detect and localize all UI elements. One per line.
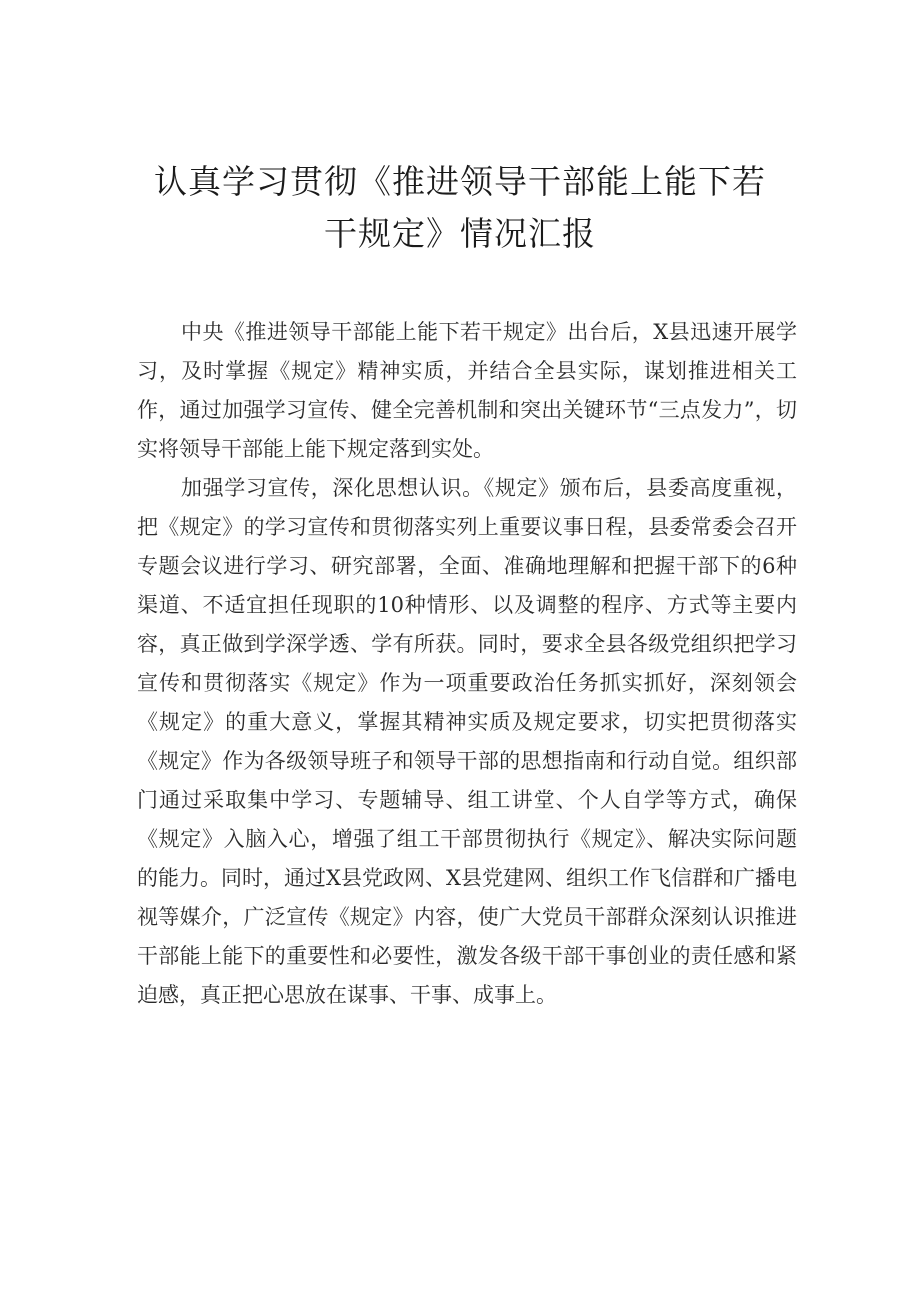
document-title-line-1: 认真学习贯彻《推进领导干部能上能下若	[154, 162, 766, 201]
paragraph-study-publicity: 加强学习宣传，深化思想认识。《规定》颁布后，县委高度重视，把《规定》的学习宣传和贯彻落实列上重要议事日程，县委常委会召开专题会议进行学习、研究部署，全面、准确地理解和把握干部下的6种渠道、不适宜担任现职的10种情形、以及调整的程序、方式等主要内容，真正做到学深学透、学有所获。同时，要求全县各级党组织把学习宣传和贯彻落实《规定》作为一项重要政治任务抓实抓好，深刻领会《规定》的重大意义，掌握其精神实质及规定要求，切实把贯彻落实《规定》作为各级领导班子和领导干部的思想指南和行动自觉。组织部门通过采取集中学习、专题辅导、组工讲堂、个人自学等方式，确保《规定》入脑入心，增强了组工干部贯彻执行《规定》、解决实际问题的能力。同时，通过X县党政网、X县党建网、组织工作飞信群和广播电视等媒介，广泛宣传《规定》内容，使广大党员干部群众深刻认识推进干部能上能下的重要性和必要性，激发各级干部干事创业的责任感和紧迫感，真正把心思放在谋事、干事、成事上。	[137, 476, 797, 1007]
paragraph-intro: 中央《推进领导干部能上能下若干规定》出台后，X县迅速开展学习，及时掌握《规定》精神实质，并结合全县实际，谋划推进相关工作，通过加强学习宣传、健全完善机制和突出关键环节“三点发力”，切实将领导干部能上能下规定落到实处。	[137, 320, 797, 461]
document-title-line-2: 干规定》情况汇报	[324, 214, 596, 253]
document-body	[137, 313, 797, 1015]
document-title	[0, 156, 920, 260]
